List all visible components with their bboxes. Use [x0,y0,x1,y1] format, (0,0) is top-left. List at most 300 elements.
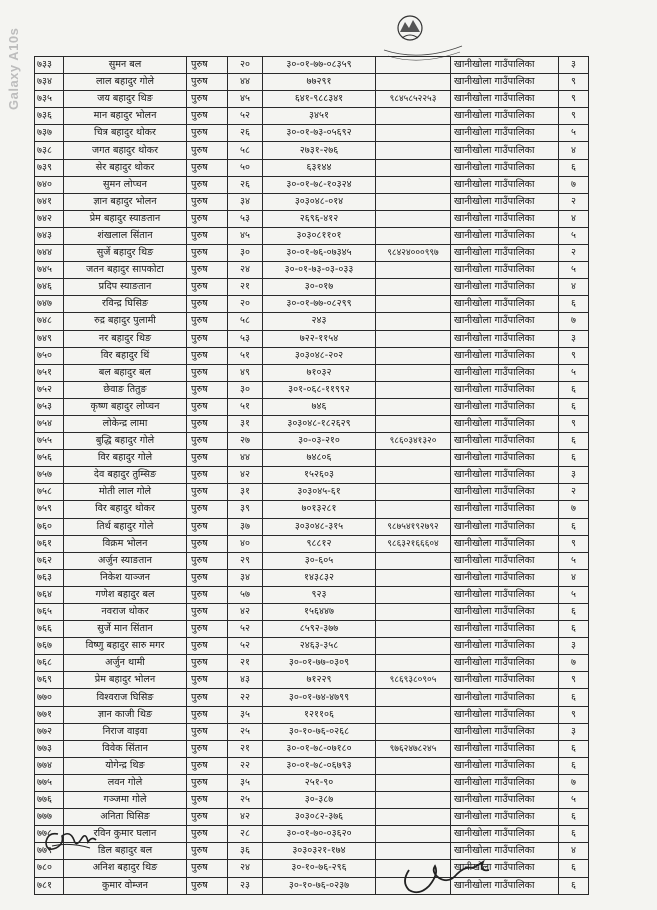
palika-cell: खानीखोला गाउँपालिका [451,210,559,227]
gender-cell: पुरुष [187,484,228,501]
ward-cell: ६ [559,518,589,535]
palika-seal [380,2,466,64]
ward-cell: ६ [559,740,589,757]
citizenship-cell: ३०-०१-७३-०५६९२ [263,125,376,142]
phone-cell [376,450,451,467]
name-cell: शंखलाल सिंतान [64,227,187,244]
ward-cell: ५ [559,262,589,279]
table-row [35,569,589,586]
gender-cell: पुरुष [187,723,228,740]
table-row [35,484,589,501]
ward-cell: ९ [559,672,589,689]
serial-cell: ७७८ [35,826,64,843]
gender-cell: पुरुष [187,638,228,655]
citizenship-cell: ३०-०१-७७-०८२९९ [263,296,376,313]
age-cell: ३७ [228,518,263,535]
name-cell: लवन गोले [64,774,187,791]
age-cell: ५३ [228,210,263,227]
table-row [35,450,589,467]
citizenship-cell: ३०-१०-७६-०२३७ [263,877,376,894]
age-cell: ५२ [228,638,263,655]
name-cell: योगेन्द्र थिङ [64,757,187,774]
ward-cell: ५ [559,125,589,142]
citizenship-cell: ३०३०३२१-१७४ [263,843,376,860]
name-cell: तिर्थ बहादुर गोले [64,518,187,535]
table-row [35,860,589,877]
name-cell: प्रेम बहादुर स्याङतान [64,210,187,227]
palika-cell: खानीखोला गाउँपालिका [451,706,559,723]
age-cell: ५१ [228,347,263,364]
table-row [35,159,589,176]
gender-cell: पुरुष [187,604,228,621]
name-cell: चित्र बहादुर थोकर [64,125,187,142]
ward-cell: ९ [559,415,589,432]
age-cell: ४५ [228,91,263,108]
table-row [35,433,589,450]
palika-cell: खानीखोला गाउँपालिका [451,569,559,586]
citizenship-cell: १२११०६ [263,706,376,723]
palika-cell: खानीखोला गाउँपालिका [451,638,559,655]
palika-cell: खानीखोला गाउँपालिका [451,843,559,860]
table-row [35,877,589,894]
gender-cell: पुरुष [187,347,228,364]
gender-cell: पुरुष [187,125,228,142]
name-cell: प्रदिप स्याङतान [64,279,187,296]
palika-cell: खानीखोला गाउँपालिका [451,364,559,381]
gender-cell: पुरुष [187,792,228,809]
table-row [35,672,589,689]
serial-cell: ७५४ [35,415,64,432]
name-cell: निकेश याञ्जन [64,569,187,586]
table-row [35,706,589,723]
serial-cell: ७३३ [35,57,64,74]
table-row [35,843,589,860]
gender-cell: पुरुष [187,569,228,586]
gender-cell: पुरुष [187,381,228,398]
phone-cell: ९८४२४०००९९७ [376,245,451,262]
age-cell: ४२ [228,809,263,826]
citizenship-cell: ७०१३२८१ [263,501,376,518]
ward-cell: ४ [559,142,589,159]
palika-cell: खानीखोला गाउँपालिका [451,604,559,621]
ward-cell: ५ [559,227,589,244]
name-cell: रुद्र बहादुर पुलामी [64,313,187,330]
serial-cell: ७३८ [35,142,64,159]
gender-cell: पुरुष [187,245,228,262]
palika-cell: खानीखोला गाउँपालिका [451,193,559,210]
serial-cell: ७३७ [35,125,64,142]
serial-cell: ७५० [35,347,64,364]
age-cell: २६ [228,176,263,193]
ward-cell: ६ [559,689,589,706]
age-cell: २७ [228,433,263,450]
name-cell: लोकेन्द्र लामा [64,415,187,432]
name-cell: विर बहादुर थोकर [64,501,187,518]
citizenship-cell: ३०-१०-७६-२९६ [263,860,376,877]
citizenship-cell: ३०-०१-७७-०३०९ [263,655,376,672]
ward-cell: ९ [559,347,589,364]
serial-cell: ७४० [35,176,64,193]
table-row [35,330,589,347]
citizenship-cell: ७१२२९ [263,672,376,689]
ward-cell: ९ [559,706,589,723]
palika-cell: खानीखोला गाउँपालिका [451,227,559,244]
serial-cell: ७३६ [35,108,64,125]
age-cell: ४४ [228,450,263,467]
citizenship-cell: ३०३०८२-३७६ [263,809,376,826]
palika-cell: खानीखोला गाउँपालिका [451,655,559,672]
palika-cell: खानीखोला गाउँपालिका [451,381,559,398]
phone-cell [376,279,451,296]
ward-cell: ३ [559,467,589,484]
name-cell: नवराज थोकर [64,604,187,621]
table-row [35,757,589,774]
ward-cell: ४ [559,279,589,296]
gender-cell: पुरुष [187,706,228,723]
phone-cell: ९८६०३४१३२० [376,433,451,450]
palika-cell: खानीखोला गाउँपालिका [451,877,559,894]
gender-cell: पुरुष [187,757,228,774]
table-row [35,552,589,569]
name-cell: ज्ञान बहादुर भोलन [64,193,187,210]
age-cell: २६ [228,125,263,142]
table-row [35,91,589,108]
table-row [35,381,589,398]
serial-cell: ७३४ [35,74,64,91]
gender-cell: पुरुष [187,176,228,193]
name-cell: रविन कुमार घलान [64,826,187,843]
palika-cell: खानीखोला गाउँपालिका [451,484,559,501]
palika-cell: खानीखोला गाउँपालिका [451,142,559,159]
citizenship-cell: ३०-०१-७६-०७३४५ [263,245,376,262]
age-cell: ३४ [228,569,263,586]
watermark: Galaxy A10s [6,27,21,110]
gender-cell: पुरुष [187,689,228,706]
age-cell: ५२ [228,108,263,125]
serial-cell: ७७७ [35,809,64,826]
gender-cell: पुरुष [187,279,228,296]
ward-cell: २ [559,193,589,210]
citizenship-cell: ६३१४४ [263,159,376,176]
table-row [35,740,589,757]
gender-cell: पुरुष [187,877,228,894]
age-cell: ४४ [228,74,263,91]
gender-cell: पुरुष [187,74,228,91]
palika-cell: खानीखोला गाउँपालिका [451,740,559,757]
ward-cell: ५ [559,552,589,569]
table-row [35,398,589,415]
gender-cell: पुरुष [187,433,228,450]
table-row [35,313,589,330]
citizenship-cell: ३०-०३-२१० [263,433,376,450]
phone-cell: ९८६९३८०९०५ [376,672,451,689]
table-row [35,604,589,621]
ward-cell: ७ [559,655,589,672]
serial-cell: ७६९ [35,672,64,689]
table-row [35,176,589,193]
table-row [35,57,589,74]
gender-cell: पुरुष [187,860,228,877]
palika-cell: खानीखोला गाउँपालिका [451,245,559,262]
phone-cell [376,638,451,655]
serial-cell: ७५३ [35,398,64,415]
name-cell: कृष्ण बहादुर लोप्चन [64,398,187,415]
phone-cell [376,398,451,415]
phone-cell: ९७६२४७८२४५ [376,740,451,757]
phone-cell: ९८६३२१६६६०४ [376,535,451,552]
ward-cell: ३ [559,723,589,740]
citizenship-cell: २७३१-२७६ [263,142,376,159]
table-row [35,108,589,125]
age-cell: २२ [228,757,263,774]
serial-cell: ७४६ [35,279,64,296]
serial-cell: ७४९ [35,330,64,347]
citizenship-cell: ३०३०८११०१ [263,227,376,244]
phone-cell [376,125,451,142]
ward-cell: ३ [559,330,589,347]
age-cell: ५३ [228,330,263,347]
age-cell: २१ [228,279,263,296]
gender-cell: पुरुष [187,313,228,330]
palika-cell: खानीखोला गाउँपालिका [451,621,559,638]
citizenship-cell: ३०३०४८-१८२६२९ [263,415,376,432]
serial-cell: ७७१ [35,706,64,723]
palika-cell: खानीखोला गाउँपालिका [451,860,559,877]
palika-cell: खानीखोला गाउँपालिका [451,108,559,125]
citizenship-cell: ३०-०१-७८-०७१८० [263,740,376,757]
serial-cell: ७६३ [35,569,64,586]
age-cell: ३० [228,381,263,398]
ward-cell: ६ [559,757,589,774]
age-cell: ३९ [228,501,263,518]
gender-cell: पुरुष [187,415,228,432]
table-row [35,193,589,210]
palika-cell: खानीखोला गाउँपालिका [451,125,559,142]
citizenship-cell: ३०१-०६८-११९९२ [263,381,376,398]
palika-cell: खानीखोला गाउँपालिका [451,467,559,484]
name-cell: लाल बहादुर गोले [64,74,187,91]
name-cell: अनिश बहादुर थिङ [64,860,187,877]
phone-cell [376,467,451,484]
palika-cell: खानीखोला गाउँपालिका [451,415,559,432]
gender-cell: पुरुष [187,91,228,108]
name-cell: मोती लाल गोले [64,484,187,501]
serial-cell: ७६१ [35,535,64,552]
name-cell: विवेक सिंतान [64,740,187,757]
serial-cell: ७६८ [35,655,64,672]
serial-cell: ७६७ [35,638,64,655]
palika-cell: खानीखोला गाउँपालिका [451,347,559,364]
name-cell: विक्रम भोलन [64,535,187,552]
table-row [35,262,589,279]
signature-left [40,818,100,858]
ward-cell: ६ [559,398,589,415]
table-row [35,125,589,142]
age-cell: ४२ [228,467,263,484]
ward-cell: ६ [559,604,589,621]
phone-cell [376,415,451,432]
ward-cell: ६ [559,877,589,894]
citizenship-cell: ३०-०१-७०-०३६२० [263,826,376,843]
phone-cell [376,569,451,586]
age-cell: ५७ [228,586,263,603]
gender-cell: पुरुष [187,535,228,552]
name-cell: निराज वाइवा [64,723,187,740]
palika-cell: खानीखोला गाउँपालिका [451,774,559,791]
palika-cell: खानीखोला गाउँपालिका [451,313,559,330]
table-row [35,415,589,432]
serial-cell: ७४३ [35,227,64,244]
palika-cell: खानीखोला गाउँपालिका [451,74,559,91]
palika-cell: खानीखोला गाउँपालिका [451,279,559,296]
citizenship-cell: ३०-०१७ [263,279,376,296]
serial-cell: ७७४ [35,757,64,774]
voter-roster-table [34,56,589,895]
gender-cell: पुरुष [187,108,228,125]
ward-cell: ९ [559,74,589,91]
age-cell: ५८ [228,313,263,330]
phone-cell [376,604,451,621]
name-cell: गणेश बहादुर बल [64,586,187,603]
citizenship-cell: ३०-३८७ [263,792,376,809]
phone-cell [376,689,451,706]
phone-cell [376,792,451,809]
name-cell: अनिता घिसिङ [64,809,187,826]
ward-cell: २ [559,484,589,501]
gender-cell: पुरुष [187,826,228,843]
table-row [35,296,589,313]
ward-cell: ३ [559,57,589,74]
name-cell: जय बहादुर थिङ [64,91,187,108]
citizenship-cell: ३०-१०-७६-०२६८ [263,723,376,740]
table-row [35,227,589,244]
serial-cell: ७५१ [35,364,64,381]
gender-cell: पुरुष [187,672,228,689]
age-cell: ३० [228,245,263,262]
ward-cell: ९ [559,535,589,552]
name-cell: नर बहादुर थिङ [64,330,187,347]
table-row [35,467,589,484]
age-cell: ३६ [228,843,263,860]
age-cell: ४२ [228,604,263,621]
name-cell: छेवाङ तितुङ [64,381,187,398]
serial-cell: ७८० [35,860,64,877]
table-row [35,535,589,552]
serial-cell: ७४१ [35,193,64,210]
age-cell: २० [228,296,263,313]
serial-cell: ७७९ [35,843,64,860]
serial-cell: ७५२ [35,381,64,398]
palika-cell: खानीखोला गाउँपालिका [451,586,559,603]
name-cell: प्रेम बहादुर भोलन [64,672,187,689]
table-row [35,826,589,843]
age-cell: ५२ [228,621,263,638]
palika-cell: खानीखोला गाउँपालिका [451,91,559,108]
gender-cell: पुरुष [187,501,228,518]
table-row [35,142,589,159]
phone-cell: ९८७५४१९२७९२ [376,518,451,535]
palika-cell: खानीखोला गाउँपालिका [451,689,559,706]
ward-cell: ६ [559,826,589,843]
citizenship-cell: ७४८०६ [263,450,376,467]
phone-cell [376,347,451,364]
palika-cell: खानीखोला गाउँपालिका [451,757,559,774]
name-cell: विर बहादुर थिं [64,347,187,364]
phone-cell: ९८४५८५२२५३ [376,91,451,108]
age-cell: २५ [228,723,263,740]
gender-cell: पुरुष [187,552,228,569]
ward-cell: ५ [559,792,589,809]
palika-cell: खानीखोला गाउँपालिका [451,792,559,809]
citizenship-cell: २६९६-४१२ [263,210,376,227]
ward-cell: ४ [559,210,589,227]
gender-cell: पुरुष [187,159,228,176]
ward-cell: ६ [559,159,589,176]
phone-cell [376,210,451,227]
age-cell: ५८ [228,142,263,159]
palika-cell: खानीखोला गाउँपालिका [451,398,559,415]
citizenship-cell: ३०-०१-७८-१०३२४ [263,176,376,193]
table-row [35,347,589,364]
citizenship-cell: ३४५१ [263,108,376,125]
phone-cell [376,706,451,723]
phone-cell [376,381,451,398]
gender-cell: पुरुष [187,740,228,757]
gender-cell: पुरुष [187,586,228,603]
citizenship-cell: ९८८१२ [263,535,376,552]
serial-cell: ७६४ [35,586,64,603]
serial-cell: ७७६ [35,792,64,809]
phone-cell [376,364,451,381]
age-cell: ४३ [228,672,263,689]
ward-cell: ४ [559,843,589,860]
phone-cell [376,826,451,843]
citizenship-cell: ७१०३२ [263,364,376,381]
phone-cell [376,501,451,518]
table-row [35,501,589,518]
citizenship-cell: २४३ [263,313,376,330]
phone-cell [376,484,451,501]
phone-cell [376,176,451,193]
table-row [35,638,589,655]
age-cell: २९ [228,552,263,569]
name-cell: सुमन बल [64,57,187,74]
name-cell: रविन्द्र घिसिङ [64,296,187,313]
table-row [35,586,589,603]
age-cell: ३१ [228,484,263,501]
table-row [35,723,589,740]
serial-cell: ७७५ [35,774,64,791]
citizenship-cell: ६४१-९८८३४१ [263,91,376,108]
age-cell: ४९ [228,364,263,381]
table-row [35,809,589,826]
citizenship-cell: ३०-०१-७८-०६७९३ [263,757,376,774]
phone-cell [376,296,451,313]
phone-cell [376,313,451,330]
ward-cell: ३ [559,638,589,655]
palika-cell: खानीखोला गाउँपालिका [451,552,559,569]
gender-cell: पुरुष [187,364,228,381]
ward-cell: २ [559,245,589,262]
table-row [35,364,589,381]
age-cell: ४० [228,535,263,552]
phone-cell [376,57,451,74]
palika-cell: खानीखोला गाउँपालिका [451,296,559,313]
phone-cell [376,723,451,740]
ward-cell: ७ [559,176,589,193]
palika-cell: खानीखोला गाउँपालिका [451,450,559,467]
age-cell: २१ [228,740,263,757]
